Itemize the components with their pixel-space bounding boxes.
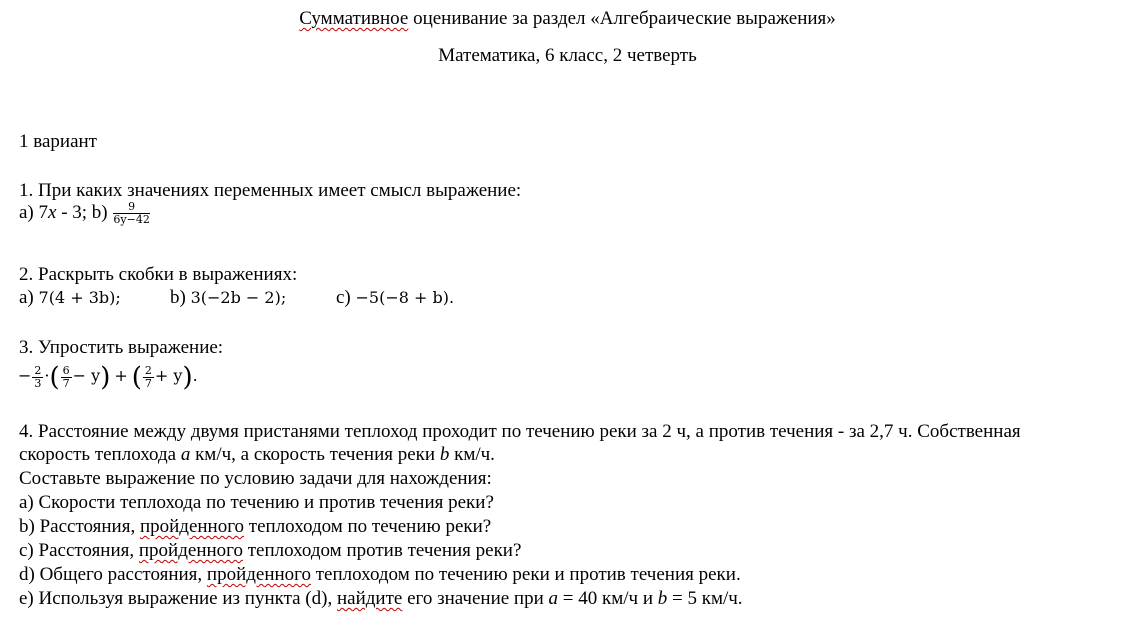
task2-c-label: c) bbox=[336, 287, 356, 308]
task2-a-label: а) bbox=[19, 287, 39, 308]
task4-line2-part2: км/ч, а скорость течения реки bbox=[190, 444, 440, 465]
fraction-numerator: 6 bbox=[62, 363, 70, 377]
title-word-spellcheck: Суммативное bbox=[299, 8, 409, 29]
variant-label: 1 вариант bbox=[19, 131, 97, 152]
fraction-denominator: 3 bbox=[34, 376, 42, 390]
item-e-mid: его значение при bbox=[402, 588, 549, 609]
item-e-var-a: a bbox=[548, 588, 559, 609]
item-e-pre: e) Используя выражение из пункта (d), bbox=[19, 588, 337, 609]
fraction-numerator: 2 bbox=[34, 363, 42, 377]
task1-a-var: x bbox=[48, 201, 57, 223]
task3-dot: · bbox=[44, 366, 50, 385]
task4-item-c bbox=[19, 540, 521, 562]
task2-c-expr: −5(−8 + b). bbox=[355, 288, 455, 307]
task4-item-e bbox=[19, 588, 743, 610]
task3-minus: − bbox=[18, 366, 32, 385]
item-c-pre: c) Расстояния, bbox=[19, 540, 139, 561]
task4-item-d bbox=[19, 564, 741, 586]
task3-expression bbox=[18, 358, 198, 394]
title-rest: оценивание за раздел «Алгебраические выражения» bbox=[408, 8, 836, 29]
item-e-val-a: = 40 км/ч и bbox=[558, 588, 658, 609]
task4-var-b: b bbox=[439, 444, 450, 465]
task4-line1: 4. Расстояние между двумя пристанями теплоход проходит по течению реки за 2 ч, а против течения - за 2,7 ч. Собственная bbox=[19, 421, 1021, 442]
task4-line2-part1: скорость теплохода bbox=[19, 444, 181, 465]
task2-b-expr: 3(−2b − 2); bbox=[190, 288, 287, 307]
fraction-numerator: 9 bbox=[113, 201, 149, 214]
item-b-spellcheck: пройденного bbox=[139, 516, 245, 537]
task3-fraction-2 bbox=[61, 365, 72, 390]
fraction-numerator: 2 bbox=[144, 363, 152, 377]
fraction-denominator: 7 bbox=[62, 376, 70, 390]
task4-line2 bbox=[19, 444, 495, 466]
task2-b-label: b) bbox=[170, 287, 191, 308]
task1-b-fraction bbox=[113, 201, 149, 226]
task4-var-a: a bbox=[180, 444, 191, 465]
task4-line3: Составьте выражение по условию задачи для нахождения: bbox=[19, 468, 492, 489]
item-d-spellcheck: пройденного bbox=[206, 564, 311, 585]
task2-a-expr: 7(4 + 3b); bbox=[38, 288, 121, 307]
item-d-pre: d) Общего расстояния, bbox=[19, 564, 207, 585]
right-paren: ) bbox=[100, 362, 111, 393]
page-subtitle: Математика, 6 класс, 2 четверть bbox=[438, 45, 697, 66]
task1-a-suffix: - 3; b) bbox=[56, 201, 113, 223]
task4-line2-part3: км/ч. bbox=[449, 444, 495, 465]
task2-item-c bbox=[336, 287, 454, 309]
task3-plus: + bbox=[114, 366, 128, 385]
item-c-post: теплоходом против течения реки? bbox=[242, 540, 522, 561]
fraction-denominator: 7 bbox=[144, 376, 152, 390]
task3-fraction-1 bbox=[32, 365, 43, 390]
task1-a-prefix: а) 7 bbox=[19, 201, 49, 223]
task2-item-a bbox=[19, 287, 121, 309]
fraction-denominator: 6y−42 bbox=[113, 213, 150, 226]
task1-title: 1. При каких значениях переменных имеет смысл выражение: bbox=[19, 180, 522, 201]
page-title bbox=[0, 8, 1135, 30]
task2-title: 2. Раскрыть скобки в выражениях: bbox=[19, 264, 298, 285]
item-e-spellcheck: найдите bbox=[336, 588, 403, 609]
item-b-pre: b) Расстояния, bbox=[19, 516, 140, 537]
left-paren: ( bbox=[49, 362, 60, 393]
task3-fraction-3 bbox=[143, 365, 154, 390]
task2-item-b bbox=[170, 287, 286, 309]
item-d-post: теплоходом по течению реки и против течения реки. bbox=[311, 564, 741, 585]
left-paren: ( bbox=[131, 362, 142, 393]
item-b-post: теплоходом по течению реки? bbox=[244, 516, 492, 537]
item-c-spellcheck: пройденного bbox=[138, 540, 243, 561]
right-paren: ) bbox=[182, 362, 193, 393]
task3-title: 3. Упростить выражение: bbox=[19, 337, 224, 358]
task4-item-a: а) Скорости теплохода по течению и против течения реки? bbox=[19, 492, 494, 513]
task3-end: . bbox=[192, 366, 198, 385]
task3-mid2: + y bbox=[154, 366, 183, 385]
task1-expression bbox=[19, 201, 151, 226]
item-e-var-b: b bbox=[657, 588, 668, 609]
task3-mid1: − y bbox=[72, 366, 101, 385]
item-e-val-b: = 5 км/ч. bbox=[667, 588, 743, 609]
task4-item-b bbox=[19, 516, 491, 538]
